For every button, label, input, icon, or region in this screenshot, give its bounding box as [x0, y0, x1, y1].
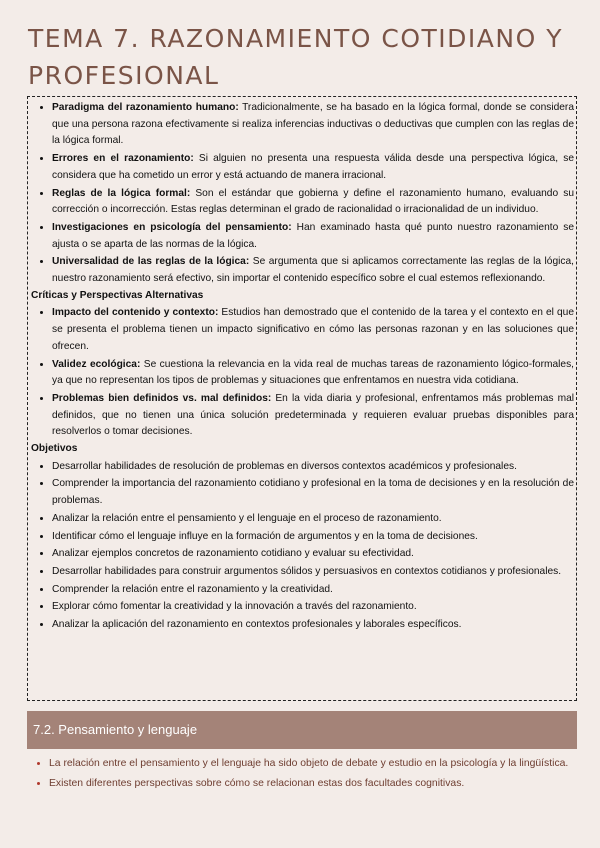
list-item: • Analizar ejemplos concretos de razonamiento cotidiano y evaluar su efectividad. [52, 545, 574, 563]
list-item [52, 390, 574, 441]
list-item [52, 99, 574, 150]
list-item: • Identificar cómo el lenguaje influye en la formación de argumentos y en la toma de decisiones. [52, 528, 574, 546]
item-term: Investigaciones en psicología del pensamiento: [52, 221, 292, 233]
item-term: Paradigma del razonamiento humano: [52, 102, 239, 113]
list-item: • Explorar cómo fomentar la creatividad y la innovación a través del razonamiento. [52, 598, 574, 616]
item-text: En la vida diaria y profesional, enfrentamos más problemas mal definidos, que no tienen una única solución predeterminada y requieren evaluar pruebas disponibles para resolverlos o tomar decisiones. [52, 392, 574, 438]
list-item [52, 185, 574, 219]
item-term: Errores en el razonamiento: [52, 153, 194, 165]
list-item: • Existen diferentes perspectivas sobre cómo se relacionan estas dos facultades cognitivas. [49, 774, 577, 794]
list-item: • Analizar la relación entre el pensamiento y el lenguaje en el proceso de razonamiento. [52, 510, 574, 528]
item-term: Problemas bien definidos vs. mal definidos: [52, 392, 272, 404]
objectives-list [30, 458, 574, 634]
list-item [52, 304, 574, 355]
section-body [27, 754, 577, 794]
list-item [52, 219, 574, 253]
intro-list [30, 99, 574, 288]
item-text: Estudios han demostrado que el contenido de la tarea y el contexto en el que se presenta el problema tienen un impacto significativo en cómo las personas razonan y en las soluciones que ofrecen. [52, 307, 574, 352]
item-text: Han examinado hasta qué punto nuestro razonamiento se ajusta o se aparta de las normas de la lógica. [52, 221, 574, 250]
critiques-heading: Críticas y Perspectivas Alternativas [31, 289, 204, 301]
list-item [52, 356, 574, 390]
section-banner: 7.2. Pensamiento y lenguaje [27, 711, 577, 749]
item-term: Validez ecológica: [52, 358, 141, 370]
list-item: • Comprender la relación entre el razonamiento y la creatividad. [52, 581, 574, 599]
item-text: Tradicionalmente, se ha basado en la lógica formal, donde se considera que una persona razona efectivamente si realiza inferencias inductivas o deductivas que cumplen con las reglas de la lógica formal. [52, 102, 574, 147]
item-text: Se cuestiona la relevancia en la vida real de muchas tareas de razonamiento lógico-formales, ya que no representan los tipos de problemas y situaciones que enfrentamos en nuestra vida cotidiana. [52, 358, 574, 387]
item-term: Impacto del contenido y contexto: [52, 307, 219, 319]
item-text: Si alguien no presenta una respuesta válida desde una perspectiva lógica, se considera que ha cometido un error y está actuando de manera irracional. [52, 153, 574, 181]
list-item [52, 253, 574, 287]
item-term: Reglas de la lógica formal: [52, 187, 191, 199]
list-item: • Desarrollar habilidades de resolución de problemas en diversos contextos académicos y profesionales. [52, 458, 574, 476]
summary-box [27, 96, 577, 701]
item-term: Universalidad de las reglas de la lógica: [52, 256, 250, 268]
list-item: • La relación entre el pensamiento y el lenguaje ha sido objeto de debate y estudio en la psicología y la lingüística. [49, 754, 577, 774]
section-list [27, 754, 577, 794]
list-item: • Desarrollar habilidades para construir argumentos sólidos y persuasivos en contextos cotidianos y profesionales. [52, 563, 574, 581]
item-text: Se argumenta que si aplicamos correctamente las reglas de la lógica, nuestro razonamiento será efectivo, sin importar el contenido específico sobre el cual estemos reflexionando. [52, 256, 574, 285]
list-item: • Comprender la importancia del razonamiento cotidiano y profesional en la toma de decisiones y en la resolución de problemas. [52, 475, 574, 509]
item-text: Son el estándar que gobierna y define el razonamiento humano, evaluando su corrección o incorrección. Estas reglas determinan el grado de racionalidad o irracionalidad de un individuo. [52, 187, 574, 216]
page-title: TEMA 7. RAZONAMIENTO COTIDIANO Y PROFESIONAL [28, 24, 563, 90]
list-item [52, 150, 574, 184]
critiques-list [30, 304, 574, 441]
list-item: • Analizar la aplicación del razonamiento en contextos profesionales y laborales específicos. [52, 616, 574, 634]
objectives-heading: Objetivos [31, 443, 78, 455]
